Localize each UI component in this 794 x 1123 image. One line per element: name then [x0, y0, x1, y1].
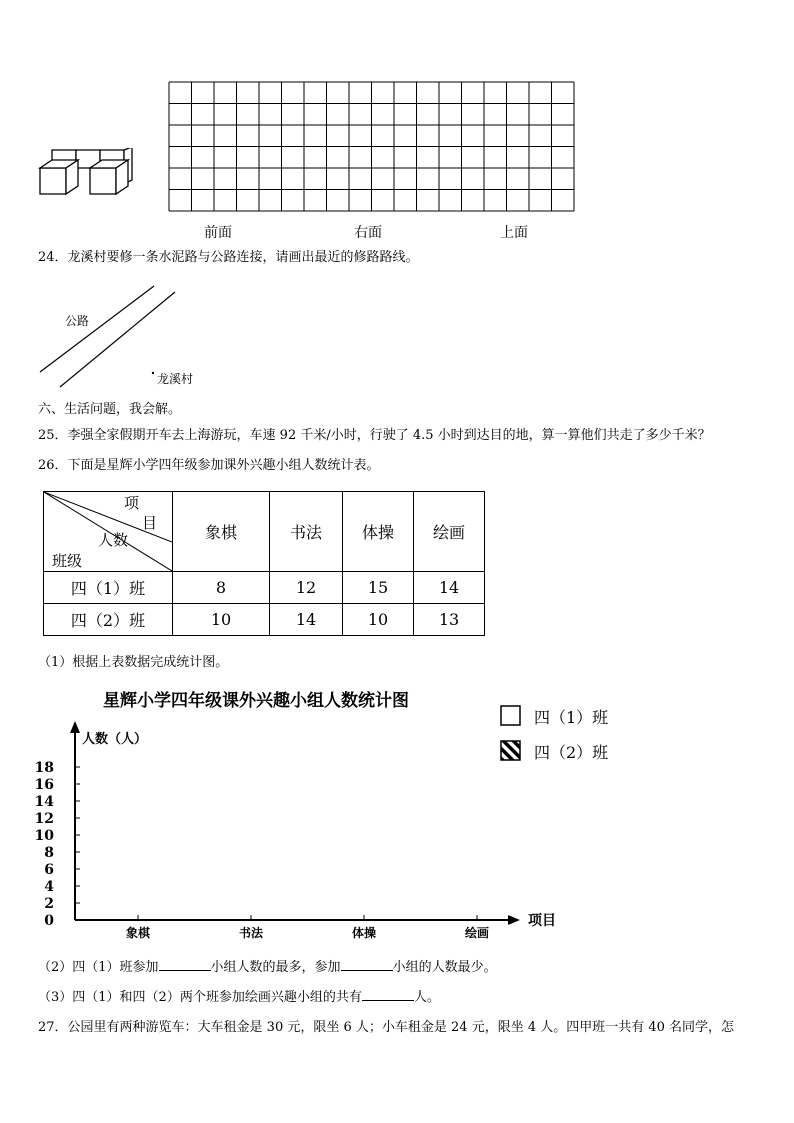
corner-class: 班级: [52, 552, 83, 570]
question-25: 25．李强全家假期开车去上海游玩，车速 92 千米/小时，行驶了 4.5 小时到达目的地，算一算他们共走了多少千米？: [38, 428, 711, 443]
view-label-top: 上面: [500, 225, 528, 241]
table-cell: 13: [414, 604, 485, 636]
column-header: 书法: [270, 492, 343, 572]
corner-item-2: 目: [142, 514, 158, 532]
legend-swatch-class1: [500, 705, 522, 727]
column-header: 绘画: [414, 492, 485, 572]
table-cell: 8: [173, 572, 270, 604]
x-axis-arrow: [508, 915, 520, 925]
table-header-row: [44, 492, 485, 572]
row-label: 四（2）班: [44, 604, 173, 636]
x-category-label: 绘画: [464, 926, 490, 940]
sub3-part-b: 人。: [413, 990, 440, 1005]
y-tick-label: 18: [34, 760, 54, 776]
question-26: 26．下面是星辉小学四年级参加课外兴趣小组人数统计表。: [38, 458, 380, 473]
view-label-front: 前面: [204, 225, 232, 241]
village-label: 龙溪村: [157, 372, 194, 386]
answer-blank[interactable]: [362, 988, 414, 1001]
village-point: [152, 372, 154, 374]
cubes-figure: [38, 148, 136, 198]
column-header: 体操: [343, 492, 414, 572]
drawing-grid[interactable]: [168, 81, 575, 213]
road-label: 公路: [65, 314, 90, 328]
answer-blank[interactable]: [159, 958, 211, 971]
table-cell: 15: [343, 572, 414, 604]
x-category-label: 书法: [238, 926, 264, 940]
table-corner: [44, 492, 173, 572]
section-6-title: 六、生活问题，我会解。: [38, 402, 182, 417]
corner-item-1: 项: [124, 494, 140, 512]
y-tick-label: 4: [44, 879, 54, 895]
column-header: 象棋: [173, 492, 270, 572]
y-tick-label: 0: [44, 913, 54, 929]
table-cell: 10: [343, 604, 414, 636]
legend-label-class1: 四（1）班: [534, 708, 609, 727]
legend-swatch-class2: [500, 740, 522, 762]
sub2-part-b: 小组人数的最多，参加: [210, 960, 341, 975]
question-24: 24．龙溪村要修一条水泥路与公路连接，请画出最近的修路路线。: [38, 250, 419, 265]
table-cell: 10: [173, 604, 270, 636]
sub-question-1: （1）根据上表数据完成统计图。: [38, 655, 229, 670]
view-label-right: 右面: [354, 225, 382, 241]
y-tick-label: 12: [34, 811, 54, 827]
y-tick-label: 6: [44, 862, 54, 878]
table-cell: 12: [270, 572, 343, 604]
x-category-label: 象棋: [125, 926, 151, 940]
stats-table: [43, 491, 485, 636]
sub-question-2: [38, 958, 497, 976]
table-row: [44, 572, 485, 604]
sub-question-3: [38, 988, 440, 1006]
x-category-label: 体操: [351, 926, 377, 940]
y-axis-arrow: [70, 721, 80, 733]
y-tick-label: 8: [44, 845, 54, 861]
y-tick-label: 2: [44, 896, 54, 912]
sub3-part-a: （3）四（1）和四（2）两个班参加绘画兴趣小组的共有: [38, 990, 362, 1005]
corner-people: 人数: [98, 531, 129, 549]
sub2-part-c: 小组的人数最少。: [392, 960, 497, 975]
question-27: 27．公园里有两种游览车：大车租金是 30 元，限坐 6 人；小车租金是 24 元，限坐 4 人。四甲班一共有 40 名同学，怎: [38, 1020, 735, 1035]
table-cell: 14: [414, 572, 485, 604]
x-axis-label: 项目: [528, 913, 556, 929]
row-label: 四（1）班: [44, 572, 173, 604]
table-row: [44, 604, 485, 636]
y-axis-label: 人数（人）: [82, 732, 148, 747]
table-cell: 14: [270, 604, 343, 636]
y-tick-label: 16: [34, 777, 54, 793]
y-tick-label: 10: [34, 828, 54, 844]
sub2-part-a: （2）四（1）班参加: [38, 960, 159, 975]
y-tick-label: 14: [34, 794, 54, 810]
chart-title: 星辉小学四年级课外兴趣小组人数统计图: [103, 691, 409, 711]
answer-blank[interactable]: [341, 958, 393, 971]
legend-label-class2: 四（2）班: [534, 743, 609, 762]
